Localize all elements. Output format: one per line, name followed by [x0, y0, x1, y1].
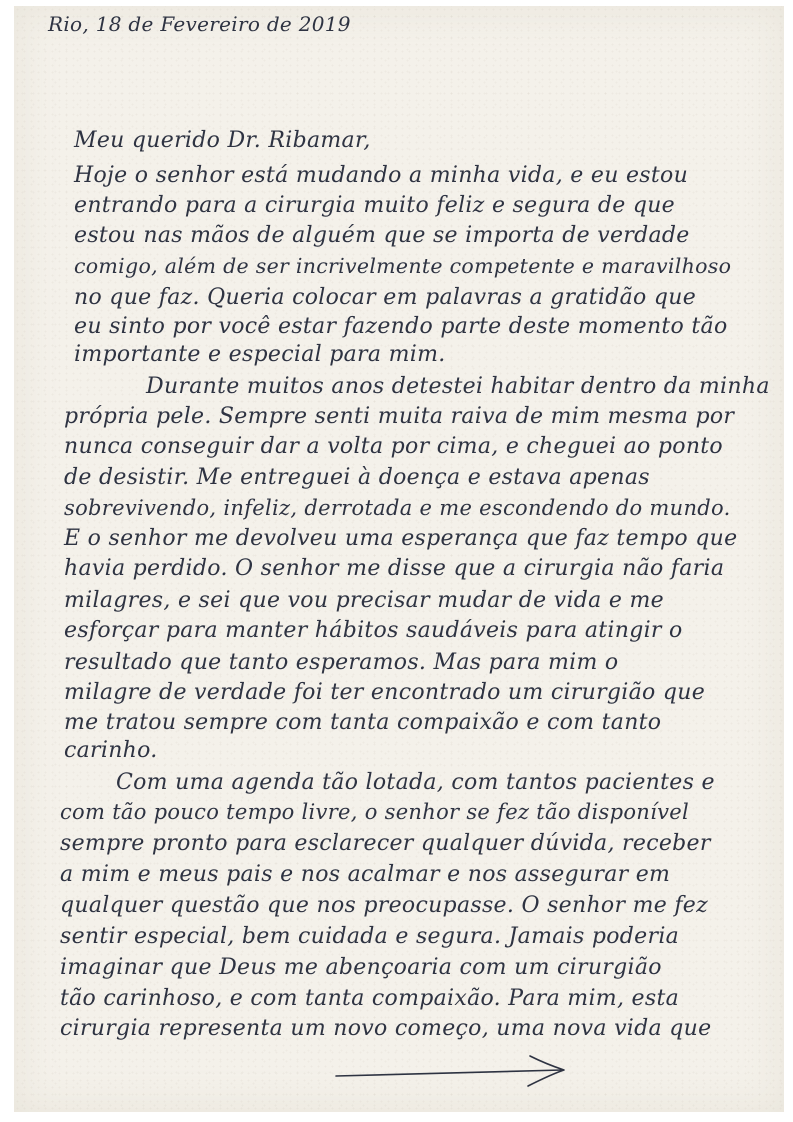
letter-line: entrando para a cirurgia muito feliz e segura de que [74, 193, 676, 218]
letter-line: comigo, além de ser incrivelmente competente e maravilhoso [74, 254, 732, 278]
letter-line: de desistir. Me entreguei à doença e estava apenas [64, 465, 650, 490]
letter-line: cirurgia representa um novo começo, uma nova vida que [60, 1016, 712, 1041]
letter-line: Durante muitos anos detestei habitar dentro da minha [146, 374, 770, 399]
letter-line: milagre de verdade foi ter encontrado um cirurgião que [64, 680, 706, 705]
letter-line: havia perdido. O senhor me disse que a cirurgia não faria [64, 556, 725, 581]
letter-line: me tratou sempre com tanta compaixão e com tanto [64, 710, 662, 735]
letter-line: própria pele. Sempre senti muita raiva de mim mesma por [64, 404, 735, 429]
letter-line: carinho. [64, 738, 158, 763]
letter-line: a mim e meus pais e nos acalmar e nos assegurar em [60, 862, 671, 887]
letter-line: esforçar para manter hábitos saudáveis para atingir o [64, 618, 683, 643]
greeting: Meu querido Dr. Ribamar, [74, 128, 371, 153]
letter-line: eu sinto por você estar fazendo parte deste momento tão [74, 314, 728, 339]
letter-line: Com uma agenda tão lotada, com tantos pacientes e [116, 770, 715, 795]
letter-line: no que faz. Queria colocar em palavras a gratidão que [74, 285, 697, 310]
letter-line: milagres, e sei que vou precisar mudar de vida e me [64, 588, 664, 613]
letter-line: com tão pouco tempo livre, o senhor se fez tão disponível [60, 800, 690, 824]
letter-line: nunca conseguir dar a volta por cima, e cheguei ao ponto [64, 434, 723, 459]
right-arrow-icon [330, 1050, 570, 1095]
letter-line: sempre pronto para esclarecer qualquer dúvida, receber [60, 831, 711, 856]
letter-line: sentir especial, bem cuidada e segura. Jamais poderia [60, 924, 680, 949]
letter-line: E o senhor me devolveu uma esperança que faz tempo que [64, 526, 738, 551]
letter-line: estou nas mãos de alguém que se importa de verdade [74, 223, 690, 248]
letter-line: tão carinhoso, e com tanta compaixão. Para mim, esta [60, 986, 679, 1011]
letter-line: imaginar que Deus me abençoaria com um cirurgião [60, 955, 662, 980]
letter-line: sobrevivendo, infeliz, derrotada e me escondendo do mundo. [64, 496, 731, 520]
letter-line: Hoje o senhor está mudando a minha vida, e eu estou [74, 163, 689, 188]
letter-line: qualquer questão que nos preocupasse. O senhor me fez [60, 893, 709, 918]
letter-line: resultado que tanto esperamos. Mas para mim o [64, 650, 619, 675]
date-line: Rio, 18 de Fevereiro de 2019 [48, 12, 351, 36]
letter-line: importante e especial para mim. [74, 342, 446, 367]
